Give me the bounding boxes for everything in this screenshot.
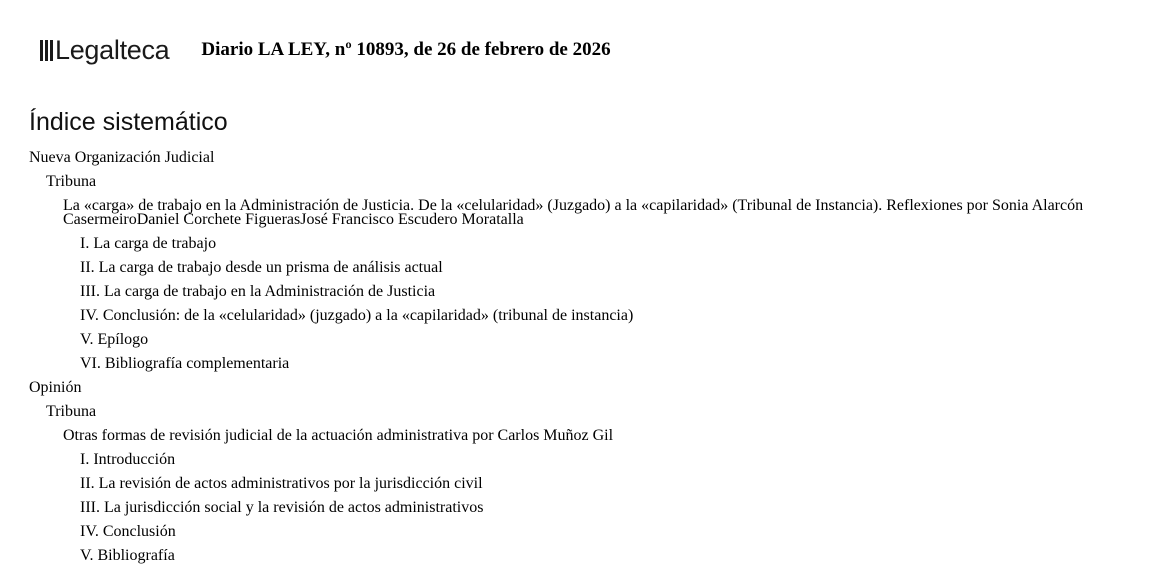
toc-item[interactable]: I. La carga de trabajo — [80, 235, 217, 252]
toc-item[interactable]: III. La jurisdicción social y la revisión de actos administrativos — [80, 499, 484, 516]
logo-text: Legalteca — [55, 34, 170, 65]
journal-title: Diario LA LEY, nº 10893, de 26 de febrero de 2026 — [201, 39, 611, 60]
toc-item[interactable]: II. La carga de trabajo desde un prisma de análisis actual — [80, 259, 443, 276]
toc-subsection[interactable]: Tribuna — [46, 403, 97, 420]
toc-item[interactable]: II. La revisión de actos administrativos por la jurisdicción civil — [80, 475, 483, 492]
toc-article[interactable]: La «carga» de trabajo en la Administración de Justicia. De la «celularidad» (Juzgado) a la «capilaridad» (Tribunal de Instancia). Reflexiones por Sonia Alarcón CasermeiroDaniel Corchete FiguerasJosé Francisco Escudero Moratalla — [63, 197, 1084, 228]
table-of-contents — [0, 146, 1163, 568]
toc-item[interactable]: IV. Conclusión: de la «celularidad» (juzgado) a la «capilaridad» (tribunal de instancia) — [80, 307, 634, 324]
bars-icon — [40, 40, 53, 61]
toc-item[interactable]: VI. Bibliografía complementaria — [80, 355, 290, 372]
toc-item[interactable]: V. Epílogo — [80, 331, 149, 348]
toc-item[interactable]: V. Bibliografía — [80, 547, 175, 564]
legalteca-logo[interactable] — [40, 35, 169, 66]
toc-section[interactable]: Nueva Organización Judicial — [29, 149, 215, 166]
page-header — [40, 30, 611, 70]
toc-article[interactable]: Otras formas de revisión judicial de la actuación administrativa por Carlos Muñoz Gil — [63, 427, 614, 444]
index-title: Índice sistemático — [29, 108, 228, 136]
toc-item[interactable]: I. Introducción — [80, 451, 176, 468]
toc-section[interactable]: Opinión — [29, 379, 82, 396]
toc-subsection[interactable]: Tribuna — [46, 173, 97, 190]
toc-item[interactable]: III. La carga de trabajo en la Administración de Justicia — [80, 283, 436, 300]
toc-item[interactable]: IV. Conclusión — [80, 523, 176, 540]
